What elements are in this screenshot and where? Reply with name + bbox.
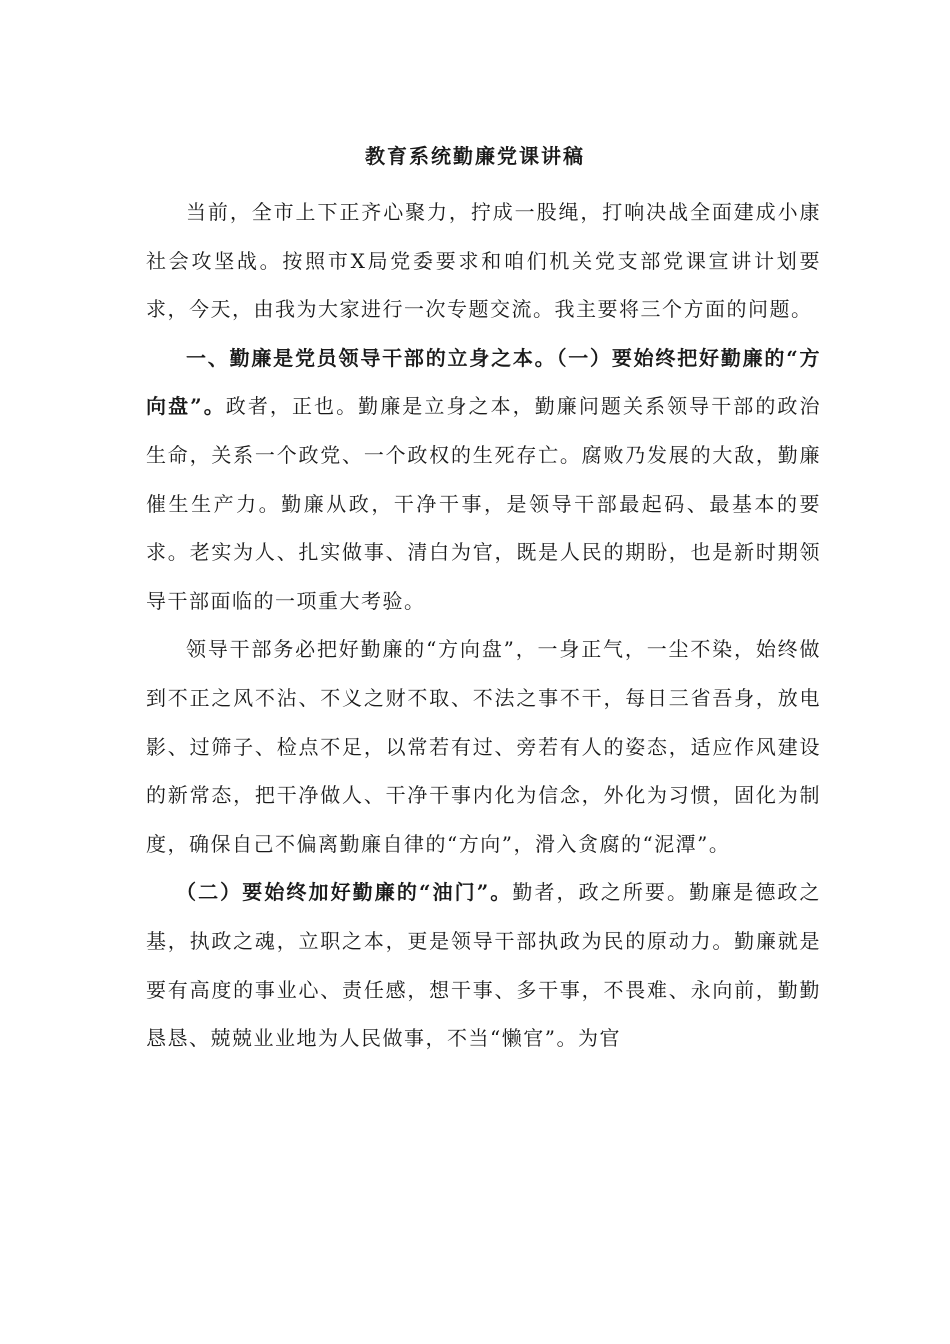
paragraph-text: 勤者，政之所要。勤廉是德政之基，执政之魂，立职之本，更是领导干部执政为民的原动力。勤廉就是要有高度的事业心、责任感，想干事、多干事，不畏难、永向前，勤勤恳恳、兢兢业业地为人民做事，不当“懒官”。为官 — [146, 880, 822, 1051]
document-title: 教育系统勤廉党课讲稿 — [365, 144, 585, 168]
paragraph-text: 当前，全市上下正齐心聚力，拧成一股绳，打响决战全面建成小康社会攻坚战。按照市X局党委要求和咱们机关党支部党课宣讲计划要求，今天，由我为大家进行一次专题交流。我主要将三个方面的问题。 — [146, 200, 821, 322]
paragraph-text: 政者，正也。勤廉是立身之本，勤廉问题关系领导干部的政治生命，关系一个政党、一个政权的生死存亡。腐败乃发展的大敌，勤廉催生生产力。勤廉从政，干净干事，是领导干部最起码、最基本的要求。老实为人、扎实做事、清白为官，既是人民的期盼，也是新时期领导干部面临的一项重大考验。 — [146, 394, 822, 613]
paragraph-section-one — [146, 334, 821, 626]
paragraph-steering-wheel — [146, 625, 821, 868]
paragraph-intro — [146, 188, 821, 334]
document-body — [146, 188, 821, 1063]
paragraph-throttle — [146, 868, 821, 1062]
paragraph-text: 领导干部务必把好勤廉的“方向盘”，一身正气，一尘不染，始终做到不正之风不沾、不义之财不取、不法之事不干，每日三省吾身，放电影、过筛子、检点不足，以常若有过、旁若有人的姿态，适应作风建设的新常态，把干净做人、干净干事内化为信念，外化为习惯，固化为制度，确保自己不偏离勤廉自律的“方向”，滑入贪腐的“泥潭”。 — [146, 637, 821, 856]
paragraph-lead: （二）要始终加好勤廉的“油门”。 — [176, 880, 513, 905]
paragraph-lead: 一、勤廉是党员领导干部的立身之本。（一）要始终把好勤廉的“方向盘”。 — [146, 345, 821, 419]
